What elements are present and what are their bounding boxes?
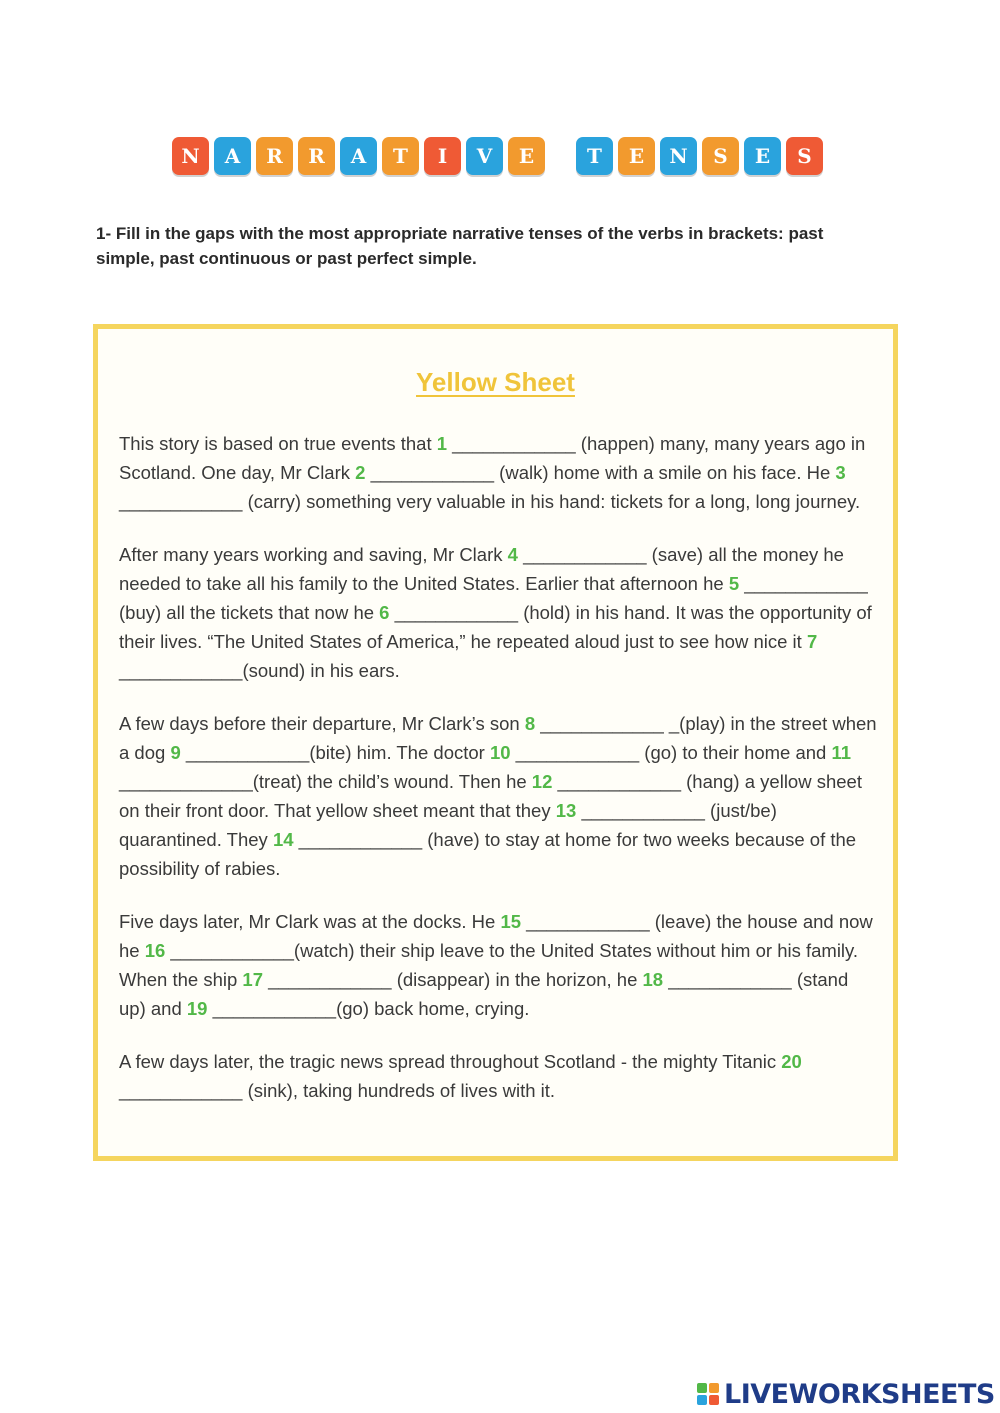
story-text-segment: A few days later, the tragic news spread throughout Scotland - the mighty Titanic [119,1051,782,1072]
title-letter-tile: E [744,137,781,175]
gap-number: 8 [524,713,536,734]
logo-square-icon [709,1395,719,1405]
story-text-segment: ____________ (just/be) quarantined. They [119,800,777,850]
title-letter-tile: R [256,137,293,175]
gap-number: 15 [500,911,522,932]
sheet-title: Yellow Sheet [416,367,575,397]
story-paragraph [119,1047,879,1105]
story-text-segment: ____________ _(play) in the street when a dog [119,713,877,763]
story-text-segment: ____________ (hold) in his hand. It was the opportunity of their lives. “The United States of America,” he repeated aloud just to see how nice it [119,602,872,652]
gap-number: 14 [272,829,294,850]
gap-number: 2 [355,462,366,483]
story-text-segment: ____________(bite) him. The doctor [180,742,490,763]
gap-number: 20 [781,1051,802,1072]
gap-number: 17 [242,969,263,990]
gap-number: 18 [642,969,664,990]
story-text-segment: ____________ (leave) the house and now he [119,911,873,961]
story-text-segment: ____________ (stand up) and [119,969,849,1019]
story-paragraph [119,429,879,516]
story-text-segment: ____________ (carry) something very valuable in his hand: tickets for a long, long journey. [119,491,861,512]
gap-number: 9 [170,742,181,763]
story-text-segment: ____________ (hang) a yellow sheet on their front door. That yellow sheet meant that they [119,771,862,821]
gap-number: 4 [507,544,518,565]
gap-number: 6 [379,602,390,623]
exercise-instruction: 1- Fill in the gaps with the most appropriate narrative tenses of the verbs in brackets: past simple, past continuous or past perfect simple. [96,224,824,268]
story-text-segment: This story is based on true events that [119,433,437,454]
story-text-segment: A few days before their departure, Mr Clark’s son [119,713,525,734]
title-letter-tile: A [214,137,251,175]
story-text-segment: ____________ (sink), taking hundreds of lives with it. [119,1080,556,1101]
story-text-segment: ____________(watch) their ship leave to the United States without him or his family. When the ship [119,940,859,990]
story-paragraph [119,540,879,685]
title-letter-tile: N [660,137,697,175]
gap-number: 13 [555,800,577,821]
gap-number: 7 [806,631,818,652]
logo-mark-icon [697,1383,719,1405]
story-text [119,429,879,1129]
gap-number: 3 [835,462,846,483]
title-space [550,137,566,175]
worksheet-title [0,136,1000,176]
story-text-segment: ____________ (happen) many, many years ago in Scotland. One day, Mr Clark [119,433,866,483]
story-text-segment: ____________(sound) in his ears. [119,660,400,681]
title-letter-tile: N [172,137,209,175]
logo-text: LIVEWORKSHEETS [724,1378,995,1410]
story-text-segment: _____________(treat) the child’s wound. Then he [119,771,532,792]
story-text-segment: ____________ (buy) all the tickets that now he [119,573,868,623]
title-letter-tile: V [466,137,503,175]
title-letter-tile: E [508,137,545,175]
title-letter-tile: T [382,137,419,175]
liveworksheets-logo [697,1378,995,1410]
story-text-segment: Five days later, Mr Clark was at the docks. He [119,911,501,932]
story-text-segment: ____________ (disappear) in the horizon, he [262,969,643,990]
gap-number: 12 [531,771,553,792]
yellow-sheet-box [93,324,898,1161]
story-paragraph [119,709,879,883]
title-letter-tile: T [576,137,613,175]
logo-square-icon [697,1395,707,1405]
title-letter-tile: A [340,137,377,175]
gap-number: 19 [186,998,208,1019]
story-text-segment: ____________ (save) all the money he needed to take all his family to the United States. Earlier that afternoon he [119,544,844,594]
gap-number: 5 [728,573,740,594]
title-letter-tile: I [424,137,461,175]
gap-number: 10 [489,742,511,763]
logo-square-icon [697,1383,707,1393]
title-letter-tile: E [618,137,655,175]
logo-square-icon [709,1383,719,1393]
story-text-segment: ____________ (have) to stay at home for two weeks because of the possibility of rabies. [119,829,857,879]
gap-number: 1 [436,433,448,454]
story-text-segment: After many years working and saving, Mr Clark [119,544,508,565]
story-text-segment: ____________ (go) to their home and [510,742,832,763]
title-letter-tile: S [786,137,823,175]
title-letter-tile: R [298,137,335,175]
story-text-segment: ____________ (walk) home with a smile on his face. He [365,462,836,483]
story-paragraph [119,907,879,1023]
title-letter-tile: S [702,137,739,175]
story-text-segment: ____________(go) back home, crying. [207,998,530,1019]
gap-number: 11 [831,742,852,763]
gap-number: 16 [144,940,166,961]
